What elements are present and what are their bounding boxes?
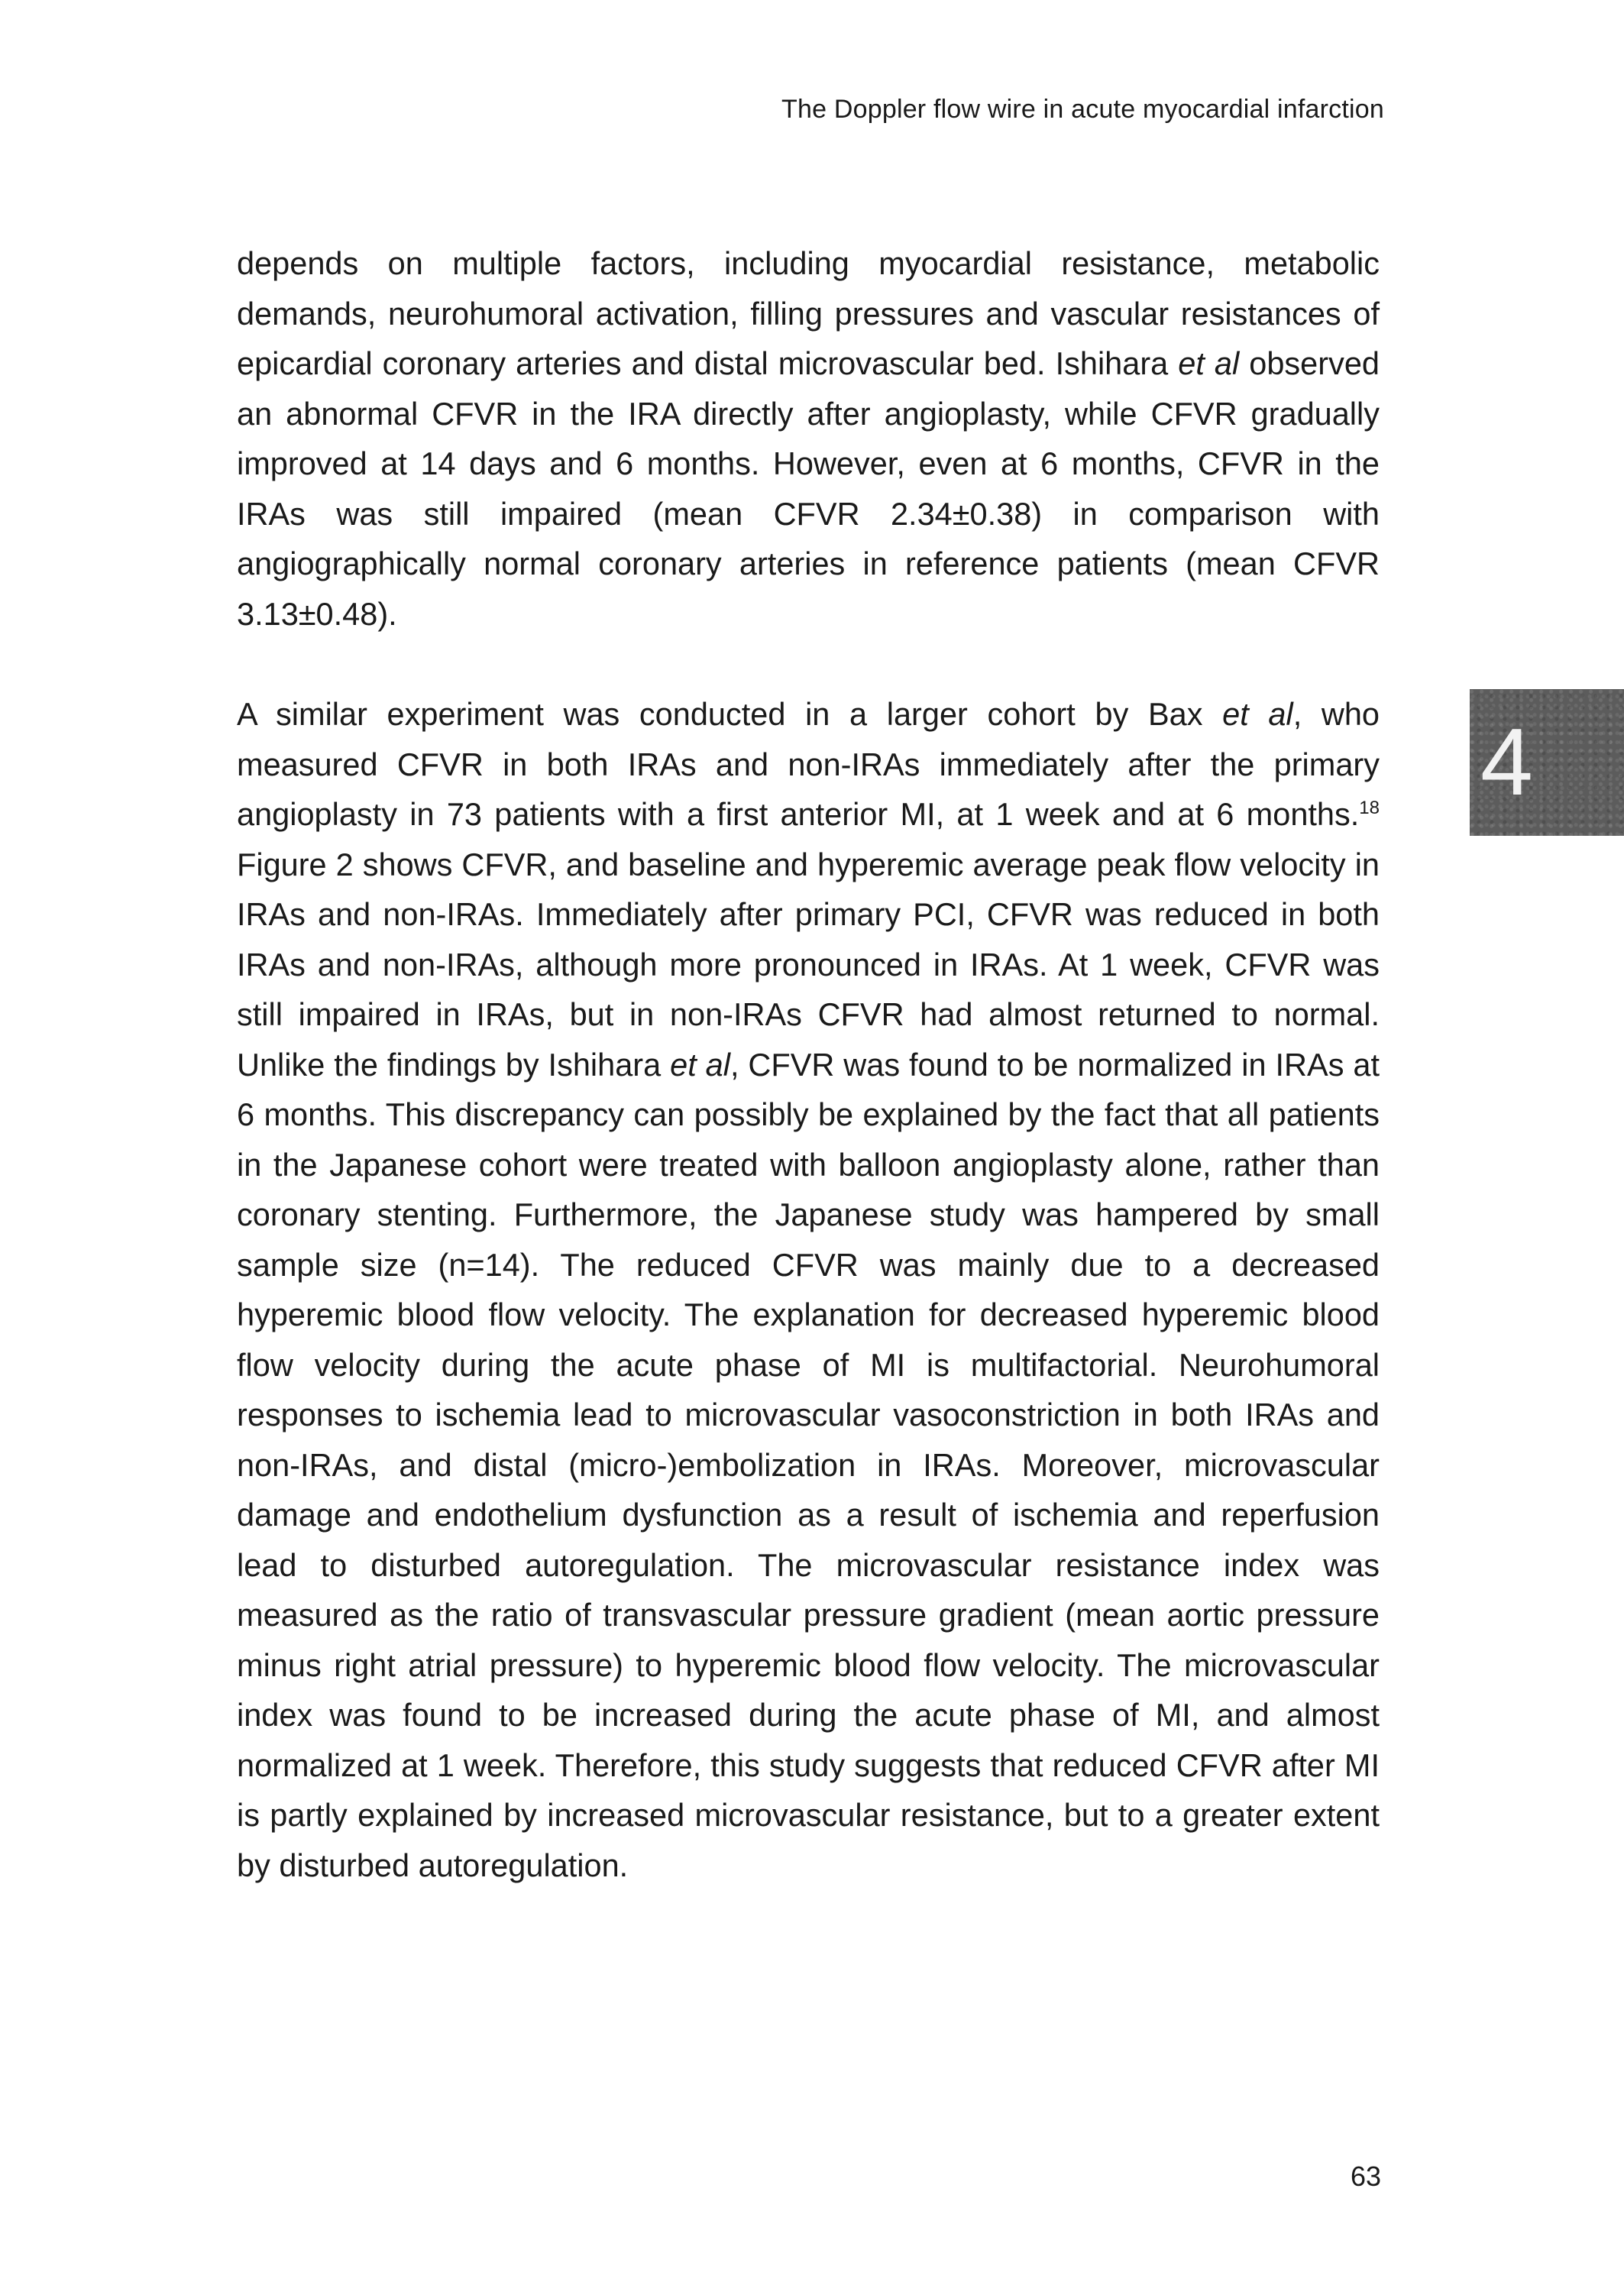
paragraph-2-text-4: , CFVR was found to be normalized in IRAs at 6 months. This discrepancy can possibly be explained by the fact that all patients in the Japanese cohort were treated with balloon angioplasty alone, rather than coronary stenting. Furthermore, the Japanese study was hampered by small sample size (n=14). The reduced CFVR was mainly due to a decreased hyperemic blood flow velocity. The explanation for decreased hyperemic blood flow velocity during the acute phase of MI is multifactorial. Neurohumoral responses to ischemia lead to microvascular vasoconstriction in both IRAs and non-IRAs, and distal (micro-)embolization in IRAs. Moreover, microvascular damage and endothelium dysfunction as a result of ischemia and reperfusion lead to disturbed autoregulation. The microvascular resistance index was measured as the ratio of transvascular pressure gradient (mean aortic pressure minus right atrial pressure) to hyperemic blood flow velocity. The microvascular index was found to be increased during the acute phase of MI, and almost normalized at 1 week. Therefore, this study suggests that reduced CFVR after MI is partly explained by increased microvascular resistance, but to a greater extent by disturbed autoregulation. (237, 1046, 1380, 1883)
paragraph-1-text-1: depends on multiple factors, including myocardial resistance, metabolic demands, neurohumoral activation, filling pressures and vascular resistances of epicardial coronary arteries and distal microvascular bed. Ishihara (237, 245, 1380, 381)
paragraph-2-text-3: Figure 2 shows CFVR, and baseline and hyperemic average peak flow velocity in IRAs and non-IRAs. Immediately after primary PCI, CFVR was reduced in both IRAs and non-IRAs, although more pronounced in IRAs. At 1 week, CFVR was still impaired in IRAs, but in non-IRAs CFVR had almost returned to normal. Unlike the findings by Ishihara (237, 846, 1380, 1083)
paragraph-1 (237, 238, 1380, 639)
citation-et-al: et al (670, 1046, 730, 1083)
running-head: The Doppler flow wire in acute myocardial infarction (781, 95, 1384, 124)
paragraph-2-text-2: , who measured CFVR in both IRAs and non-IRAs immediately after the primary angioplasty in 73 patients with a first anterior MI, at 1 week and at 6 months. (237, 696, 1380, 832)
chapter-number: 4 (1480, 710, 1533, 815)
paragraph-2-text-1: A similar experiment was conducted in a larger cohort by Bax (237, 696, 1223, 732)
citation-et-al: et al (1178, 345, 1240, 381)
citation-et-al: et al (1222, 696, 1293, 732)
reference-superscript[interactable]: 18 (1359, 798, 1380, 819)
paragraph-1-text-2: observed an abnormal CFVR in the IRA directly after angioplasty, while CFVR gradually improved at 14 days and 6 months. However, even at 6 months, CFVR in the IRAs was still impaired (mean CFVR 2.34±0.38) in comparison with angiographically normal coronary arteries in reference patients (mean CFVR 3.13±0.48). (237, 345, 1380, 632)
chapter-tab (1470, 689, 1624, 836)
page-number: 63 (1350, 2161, 1381, 2192)
paragraph-2 (237, 689, 1380, 1890)
body-text (237, 238, 1380, 1890)
